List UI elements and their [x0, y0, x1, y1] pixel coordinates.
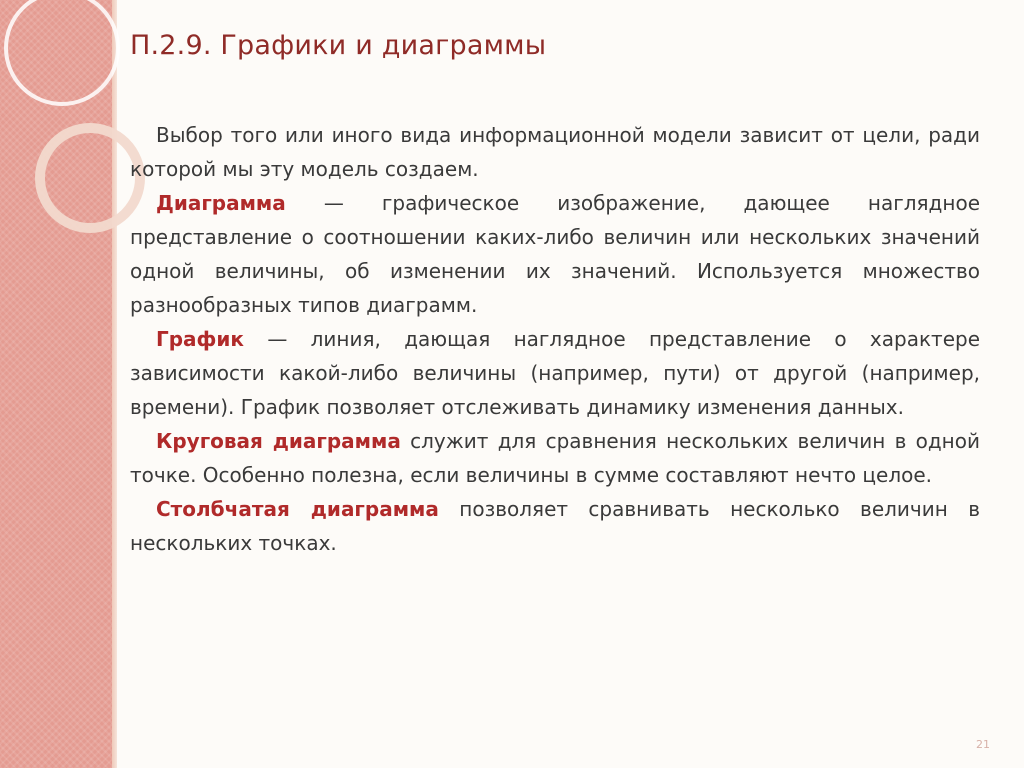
decorative-ring-large	[6, 0, 118, 104]
paragraph-graph-text: — линия, дающая наглядное представление о характере зависимости какой-либо величины (например, пути) от другой (например, времени). График позволяет отслеживать динамику изменения данных.	[130, 327, 980, 419]
paragraph-pie-chart	[130, 424, 980, 492]
term-graph: График	[156, 327, 244, 351]
paragraph-intro	[130, 118, 980, 186]
paragraph-graph	[130, 322, 980, 424]
paragraph-intro-text: Выбор того или иного вида информационной модели зависит от цели, ради которой мы эту модель создаем.	[130, 123, 980, 181]
term-pie-chart: Круговая диаграмма	[156, 429, 401, 453]
decorative-ring-small	[40, 128, 140, 228]
paragraph-bar-chart-text: позволяет сравнивать несколько величин в нескольких точках.	[130, 497, 980, 555]
term-diagram: Диаграмма	[156, 191, 286, 215]
page-number: 21	[976, 738, 990, 751]
paragraph-pie-chart-text: служит для сравнения нескольких величин в одной точке. Особенно полезна, если величины в сумме составляют нечто целое.	[130, 429, 980, 487]
term-bar-chart: Столбчатая диаграмма	[156, 497, 439, 521]
paragraph-diagram	[130, 186, 980, 322]
paragraph-diagram-text: — графическое изображение, дающее наглядное представление о соотношении каких-либо величин или нескольких значений одной величины, об изменении их значений. Используется множество разнообразных типов диаграмм.	[130, 191, 980, 317]
slide-body	[130, 118, 980, 560]
slide-title: П.2.9. Графики и диаграммы	[130, 30, 547, 61]
paragraph-bar-chart	[130, 492, 980, 560]
